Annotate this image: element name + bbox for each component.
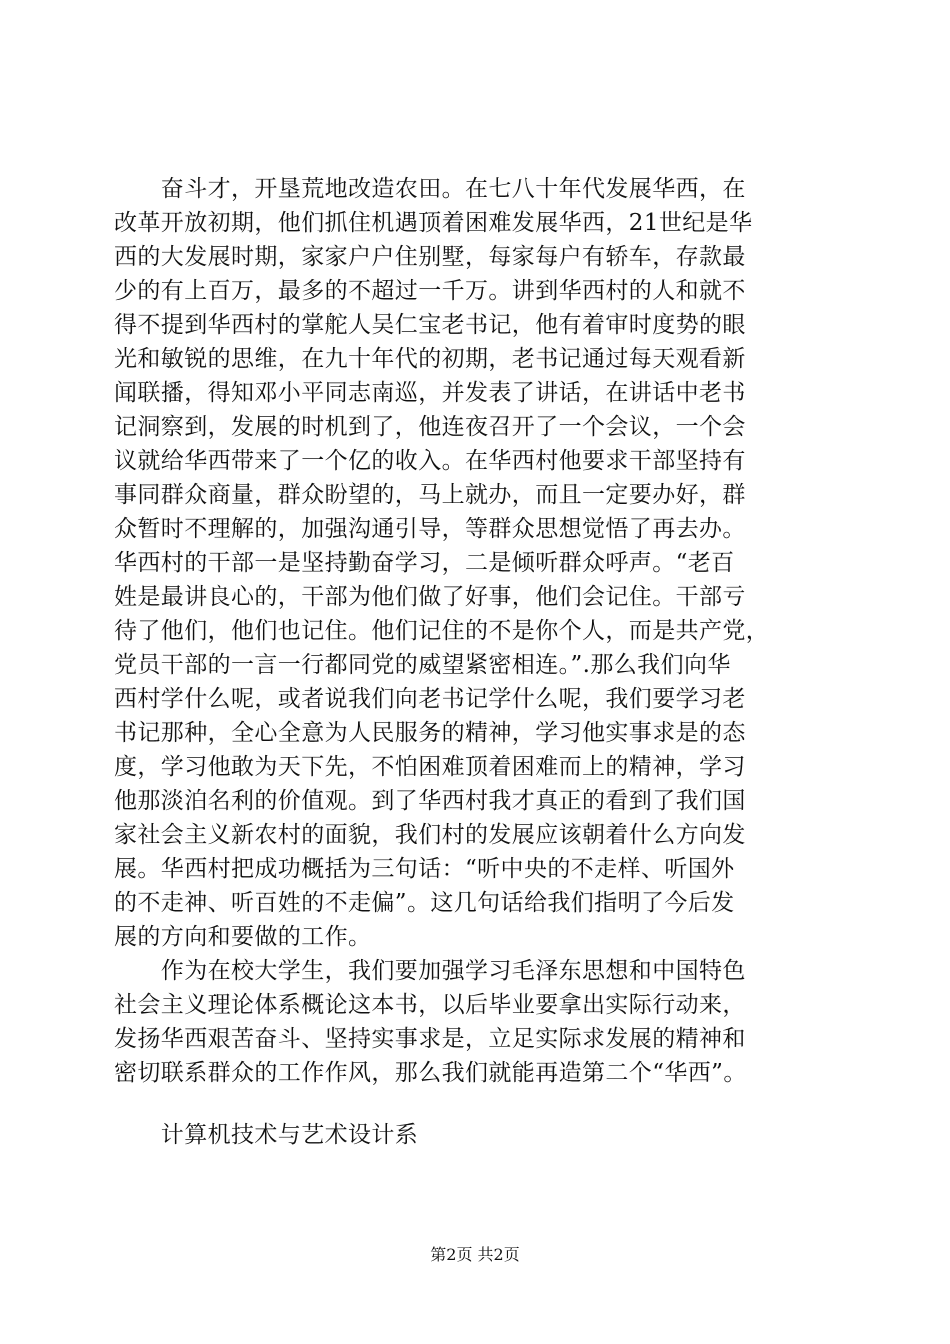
text-line: 众暂时不理解的，加强沟通引导，等群众思想觉悟了再去办。 — [114, 516, 746, 542]
text-line: 西的大发展时期，家家户户住别墅，每家每户有轿车，存款最 — [114, 244, 746, 270]
text-line: 书记那种，全心全意为人民服务的精神，学习他实事求是的态 — [114, 720, 746, 746]
text-line: 姓是最讲良心的，干部为他们做了好事，他们会记住。干部亏 — [114, 584, 746, 610]
text-line: 党员干部的一言一行都同党的威望紧密相连。”.那么我们向华 — [114, 652, 731, 678]
text-line: 社会主义理论体系概论这本书，以后毕业要拿出实际行动来， — [114, 992, 746, 1018]
text-line: 待了他们，他们也记住。他们记住的不是你个人，而是共产党， — [114, 618, 770, 644]
text-line: 华西村的干部一是坚持勤奋学习，二是倾听群众呼声。“老百 — [114, 550, 735, 576]
text-line: 密切联系群众的工作作风，那么我们就能再造第二个“华西”。 — [114, 1060, 747, 1086]
text-line: 少的有上百万，最多的不超过一千万。讲到华西村的人和就不 — [114, 278, 746, 304]
text-line: 议就给华西带来了一个亿的收入。在华西村他要求干部坚持有 — [114, 448, 746, 474]
text-line: 得不提到华西村的掌舵人吴仁宝老书记，他有着审时度势的眼 — [114, 312, 746, 338]
text-line: 展的方向和要做的工作。 — [114, 924, 372, 950]
text-line: 奋斗才，开垦荒地改造农田。在七八十年代发展华西，在 — [114, 176, 746, 202]
text-line: 的不走神、听百姓的不走偏”。这几句话给我们指明了今后发 — [114, 890, 735, 916]
text-line: 光和敏锐的思维，在九十年代的初期，老书记通过每天观看新 — [114, 346, 746, 372]
text-line: 作为在校大学生，我们要加强学习毛泽东思想和中国特色 — [114, 958, 746, 984]
text-line: 闻联播，得知邓小平同志南巡，并发表了讲话，在讲话中老书 — [114, 380, 746, 406]
page-footer — [0, 1245, 950, 1265]
text-line: 他那淡泊名利的价值观。到了华西村我才真正的看到了我们国 — [114, 788, 746, 814]
text-line: 发扬华西艰苦奋斗、坚持实事求是，立足实际求发展的精神和 — [114, 1026, 746, 1052]
signature-department: 计算机技术与艺术设计系 — [114, 1122, 419, 1148]
text-line: 记洞察到，发展的时机到了，他连夜召开了一个会议，一个会 — [114, 414, 746, 440]
text-line: 西村学什么呢，或者说我们向老书记学什么呢，我们要学习老 — [114, 686, 746, 712]
text-line: 家社会主义新农村的面貌，我们村的发展应该朝着什么方向发 — [114, 822, 746, 848]
text-line: 展。华西村把成功概括为三句话：“听中央的不走样、听国外 — [114, 856, 735, 882]
page-number: 第2页 共2页 — [430, 1245, 520, 1264]
text-line: 改革开放初期，他们抓住机遇顶着困难发展华西，21世纪是华 — [114, 210, 753, 236]
text-line: 事同群众商量，群众盼望的，马上就办，而且一定要办好，群 — [114, 482, 746, 508]
text-line: 度，学习他敢为天下先，不怕困难顶着困难而上的精神，学习 — [114, 754, 746, 780]
